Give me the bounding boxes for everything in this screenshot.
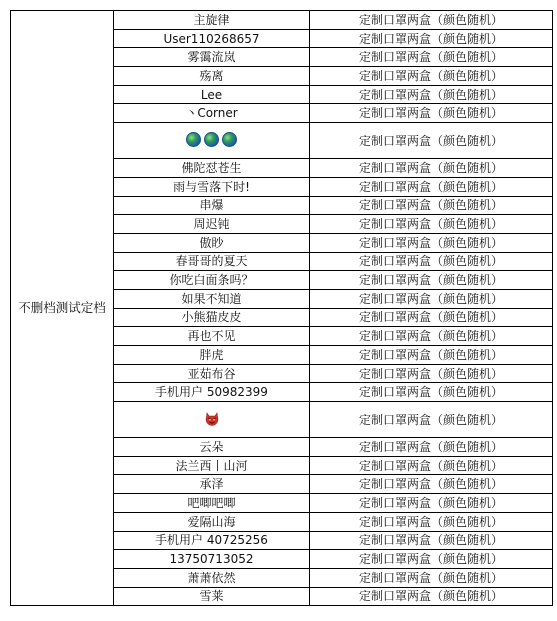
winner-name-cell: 主旋律 xyxy=(114,11,310,30)
winner-name-cell: 周迟钝 xyxy=(114,215,310,234)
prize-cell: 定制口罩两盒（颜色随机） xyxy=(310,252,553,271)
prize-cell: 定制口罩两盒（颜色随机） xyxy=(310,364,553,383)
prize-cell: 定制口罩两盒（颜色随机） xyxy=(310,159,553,178)
prize-cell: 定制口罩两盒（颜色随机） xyxy=(310,48,553,67)
prize-cell: 定制口罩两盒（颜色随机） xyxy=(310,196,553,215)
prize-cell: 定制口罩两盒（颜色随机） xyxy=(310,85,553,104)
merged-category-cell: 不删档测试定档 xyxy=(11,11,114,606)
prize-cell: 定制口罩两盒（颜色随机） xyxy=(310,289,553,308)
winner-name-cell: 你吃白面条吗？ xyxy=(114,271,310,290)
winner-name-cell: 春哥哥的夏天 xyxy=(114,252,310,271)
winner-name-cell: 丶Corner xyxy=(114,104,310,123)
winner-name-cell: 佛陀怼苍生 xyxy=(114,159,310,178)
winner-name-cell: User110268657 xyxy=(114,29,310,48)
winner-name-cell: 傲眇 xyxy=(114,233,310,252)
prize-cell: 定制口罩两盒（颜色随机） xyxy=(310,215,553,234)
prize-cell: 定制口罩两盒（颜色随机） xyxy=(310,587,553,606)
winner-name-cell: 吧唧吧唧 xyxy=(114,494,310,513)
prize-cell: 定制口罩两盒（颜色随机） xyxy=(310,438,553,457)
table-row xyxy=(11,11,553,30)
prize-cell: 定制口罩两盒（颜色随机） xyxy=(310,346,553,365)
prize-cell: 定制口罩两盒（颜色随机） xyxy=(310,512,553,531)
prize-cell: 定制口罩两盒（颜色随机） xyxy=(310,308,553,327)
winner-name-cell xyxy=(114,123,310,159)
globe-icon xyxy=(222,132,237,147)
prize-cell: 定制口罩两盒（颜色随机） xyxy=(310,327,553,346)
winner-name-cell: 串爆 xyxy=(114,196,310,215)
winner-name-cell: 承泽 xyxy=(114,475,310,494)
winner-name-cell: 萧萧依然 xyxy=(114,568,310,587)
prize-cell: 定制口罩两盒（颜色随机） xyxy=(310,531,553,550)
devil-emoji-icon xyxy=(205,412,219,426)
winner-name-cell: 再也不见 xyxy=(114,327,310,346)
winner-name-cell: 雨与雪落下时! xyxy=(114,177,310,196)
winner-name-cell: 如果不知道 xyxy=(114,289,310,308)
winner-name-cell: 小熊猫皮皮 xyxy=(114,308,310,327)
winner-name-cell: 雪莱 xyxy=(114,587,310,606)
prize-cell: 定制口罩两盒（颜色随机） xyxy=(310,11,553,30)
winners-table xyxy=(10,10,553,606)
winner-name-cell: Lee xyxy=(114,85,310,104)
winner-name-cell: 法兰西丨山河 xyxy=(114,456,310,475)
prize-cell: 定制口罩两盒（颜色随机） xyxy=(310,568,553,587)
prize-cell: 定制口罩两盒（颜色随机） xyxy=(310,494,553,513)
prize-cell: 定制口罩两盒（颜色随机） xyxy=(310,456,553,475)
winner-name-cell: 雾霭流岚 xyxy=(114,48,310,67)
prize-cell: 定制口罩两盒（颜色随机） xyxy=(310,29,553,48)
winner-name-cell: 手机用户 40725256 xyxy=(114,531,310,550)
prize-cell: 定制口罩两盒（颜色随机） xyxy=(310,383,553,402)
winner-name-cell: 手机用户 50982399 xyxy=(114,383,310,402)
winner-name-cell: 殇离 xyxy=(114,67,310,86)
prize-cell: 定制口罩两盒（颜色随机） xyxy=(310,233,553,252)
prize-cell: 定制口罩两盒（颜色随机） xyxy=(310,67,553,86)
prize-cell: 定制口罩两盒（颜色随机） xyxy=(310,123,553,159)
prize-cell: 定制口罩两盒（颜色随机） xyxy=(310,104,553,123)
prize-cell: 定制口罩两盒（颜色随机） xyxy=(310,177,553,196)
globe-icon xyxy=(204,132,219,147)
three-globe-emoji-icon xyxy=(186,132,237,147)
winner-name-cell: 胖虎 xyxy=(114,346,310,365)
prize-cell: 定制口罩两盒（颜色随机） xyxy=(310,271,553,290)
winner-name-cell: 亚茹布谷 xyxy=(114,364,310,383)
prize-cell: 定制口罩两盒（颜色随机） xyxy=(310,475,553,494)
winner-name-cell xyxy=(114,402,310,438)
winner-name-cell: 云朵 xyxy=(114,438,310,457)
globe-icon xyxy=(186,132,201,147)
prize-cell: 定制口罩两盒（颜色随机） xyxy=(310,550,553,569)
winner-name-cell: 13750713052 xyxy=(114,550,310,569)
winner-name-cell: 爱隔山海 xyxy=(114,512,310,531)
prize-cell: 定制口罩两盒（颜色随机） xyxy=(310,402,553,438)
